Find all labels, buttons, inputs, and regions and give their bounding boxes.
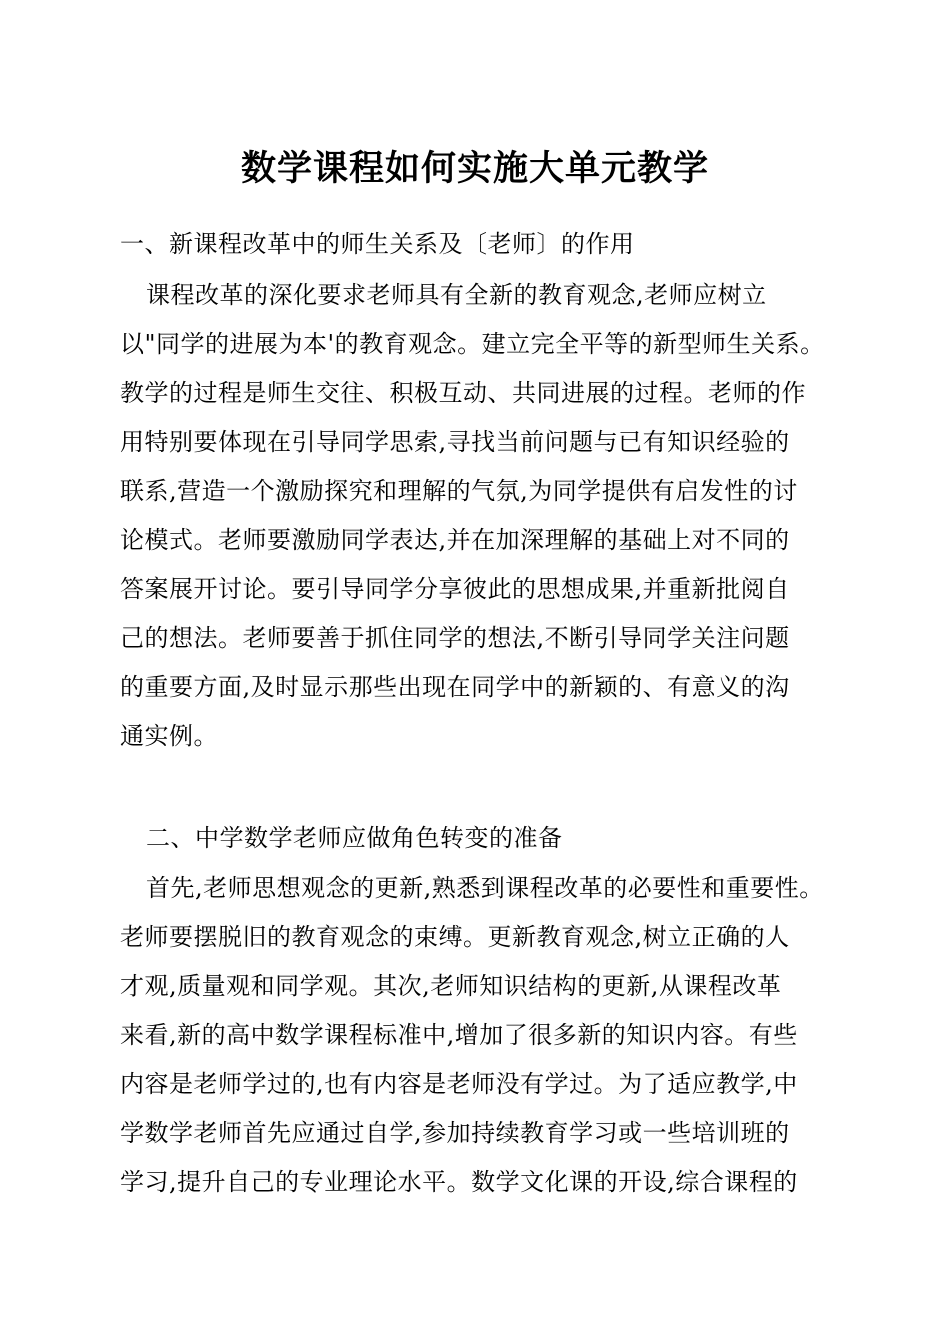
section1-line: 论模式。老师要激励同学表达,并在加深理解的基础上对不同的 [120,526,790,554]
section1-line: 教学的过程是师生交往、积极互动、共同进展的过程。老师的作 [120,379,806,407]
document-title: 数学课程如何实施大单元教学 [240,148,709,189]
section1-line: 课程改革的深化要求老师具有全新的教育观念,老师应树立 [146,281,767,309]
section1-heading: 一、新课程改革中的师生关系及〔老师〕的作用 [120,230,635,258]
section2-line: 首先,老师思想观念的更新,熟悉到课程改革的必要性和重要性。 [146,874,824,902]
section1-line: 联系,营造一个激励探究和理解的气氛,为同学提供有启发性的讨 [120,477,798,505]
section1-line: 己的想法。老师要善于抓住同学的想法,不断引导同学关注问题 [120,624,790,652]
section2-line: 学习,提升自己的专业理论水平。数学文化课的开设,综合课程的 [120,1168,798,1196]
section1-line: 用特别要体现在引导同学思索,寻找当前问题与已有知识经验的 [120,428,790,456]
section1-line: 的重要方面,及时显示那些出现在同学中的新颖的、有意义的沟 [120,673,790,701]
section2-line: 内容是老师学过的,也有内容是老师没有学过。为了适应教学,中 [120,1070,798,1098]
section1-line: 以"同学的进展为本'的教育观念。建立完全平等的新型师生关系。 [120,330,825,358]
section1-line: 答案展开讨论。要引导同学分享彼此的思想成果,并重新批阅自 [120,575,790,603]
section2-line: 老师要摆脱旧的教育观念的束缚。更新教育观念,树立正确的人 [120,923,790,951]
section2-line: 来看,新的高中数学课程标准中,增加了很多新的知识内容。有些 [120,1021,798,1049]
section2-line: 学数学老师首先应通过自学,参加持续教育学习或一些培训班的 [120,1119,790,1147]
section1-line: 通实例。 [120,722,218,750]
section2-line: 才观,质量观和同学观。其次,老师知识结构的更新,从课程改革 [120,972,782,1000]
section2-heading: 二、中学数学老师应做角色转变的准备 [146,824,563,852]
